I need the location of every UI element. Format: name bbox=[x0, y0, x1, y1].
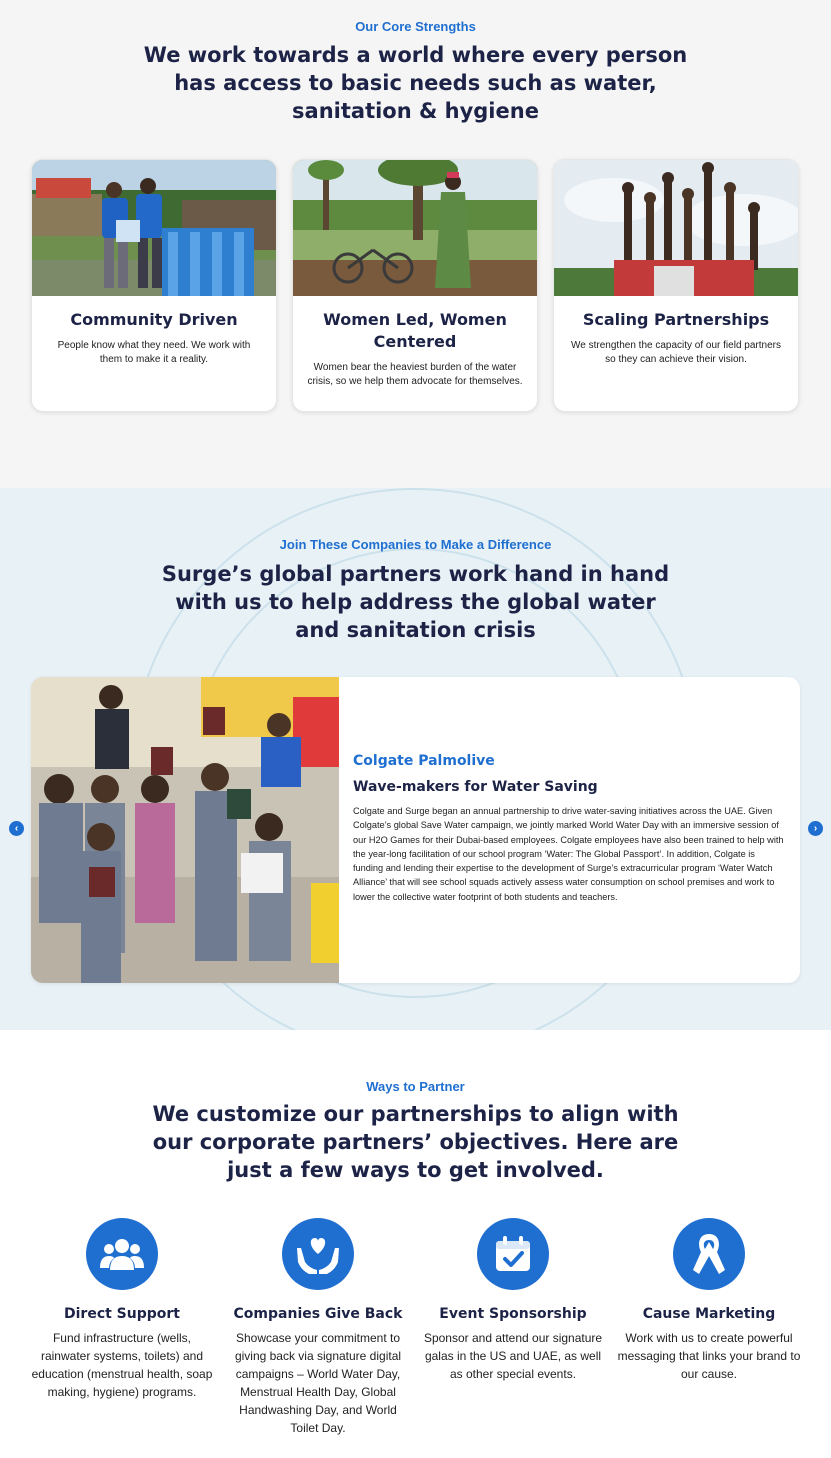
way-title: Companies Give Back bbox=[233, 1306, 403, 1322]
card-text: People know what they need. We work with them to make it a reality. bbox=[57, 340, 251, 365]
partner-body bbox=[353, 751, 785, 904]
way-text: Work with us to create powerful messaging that links your brand to our cause. bbox=[617, 1331, 801, 1381]
way-text: Fund infrastructure (wells, rainwater systems, toilets) and education (menstrual health, soap making, hygiene) programs. bbox=[31, 1331, 213, 1399]
way-text: Sponsor and attend our signature galas in the US and UAE, as well as other special events. bbox=[423, 1331, 603, 1381]
way-cause-marketing bbox=[617, 1218, 801, 1383]
card-title: Scaling Partnerships bbox=[582, 310, 770, 329]
students-photo bbox=[31, 677, 339, 983]
partner-subtitle: Wave-makers for Water Saving bbox=[353, 779, 598, 795]
heart-hands-icon bbox=[282, 1218, 354, 1290]
way-title: Event Sponsorship bbox=[439, 1306, 587, 1322]
ways-eyebrow: Ways to Partner bbox=[366, 1079, 465, 1094]
people-group-icon bbox=[86, 1218, 158, 1290]
partners-headline: Surge’s global partners work hand in hand with us to help address the global water and sanitation crisis bbox=[161, 562, 670, 642]
partner-slide bbox=[31, 677, 800, 983]
partner-name: Colgate Palmolive bbox=[353, 753, 495, 769]
woman-field-photo bbox=[293, 160, 537, 296]
core-strengths-section bbox=[0, 0, 831, 488]
awareness-ribbon-icon bbox=[673, 1218, 745, 1290]
way-companies-give-back bbox=[226, 1218, 410, 1437]
way-title: Direct Support bbox=[64, 1306, 180, 1322]
strength-card-scaling bbox=[553, 159, 799, 412]
card-text: Women bear the heaviest burden of the water crisis, so we help them advocate for themselves. bbox=[307, 362, 523, 387]
core-eyebrow: Our Core Strengths bbox=[355, 19, 476, 34]
ways-to-partner-section bbox=[0, 1030, 831, 1458]
carousel-next-button[interactable] bbox=[808, 821, 823, 836]
partners-eyebrow: Join These Companies to Make a Difference bbox=[279, 537, 552, 552]
card-text: We strengthen the capacity of our field partners so they can achieve their vision. bbox=[571, 340, 781, 365]
strength-cards bbox=[31, 159, 800, 412]
strength-card-women bbox=[292, 159, 538, 412]
ways-headline: We customize our partnerships to align with our corporate partners’ objectives. Here are just a few ways to get involved. bbox=[152, 1102, 679, 1182]
partners-section bbox=[0, 488, 831, 1030]
strength-card-community bbox=[31, 159, 277, 412]
way-event-sponsorship bbox=[421, 1218, 605, 1383]
chevron-right-icon: › bbox=[813, 823, 818, 834]
way-direct-support bbox=[30, 1218, 214, 1401]
chevron-left-icon: ‹ bbox=[14, 823, 19, 834]
partner-description: Colgate and Surge began an annual partnership to drive water-saving initiatives across the UAE. Given Colgate’s global Save Water campaign, we jointly marked World Water Day with an immersive session of our H2O Games for their Dubai-based employees. Colgate employees have also been trained to help with the year-long facilitation of our school program ‘Water: The Global Passport’. In addition, Colgate is funding and lending their expertise to the development of Surge’s extracurricular program ‘Water Watch Alliance’ that will see school squads actively assess water consumption on school premises and work to lower the collective water footprint of both students and teachers. bbox=[353, 806, 784, 902]
way-title: Cause Marketing bbox=[642, 1306, 776, 1322]
card-title: Community Driven bbox=[70, 310, 238, 329]
carousel-prev-button[interactable] bbox=[9, 821, 24, 836]
way-text: Showcase your commitment to giving back via signature digital campaigns – World Water Day, Menstrual Health Day, Global Handwashing Day, and World Toilet Day. bbox=[234, 1331, 402, 1435]
calendar-check-icon bbox=[477, 1218, 549, 1290]
community-photo bbox=[32, 160, 276, 296]
core-headline: We work towards a world where every person has access to basic needs such as water, sanitation & hygiene bbox=[143, 43, 688, 123]
card-title: Women Led, Women Centered bbox=[323, 310, 507, 351]
raised-hands-photo bbox=[554, 160, 798, 296]
